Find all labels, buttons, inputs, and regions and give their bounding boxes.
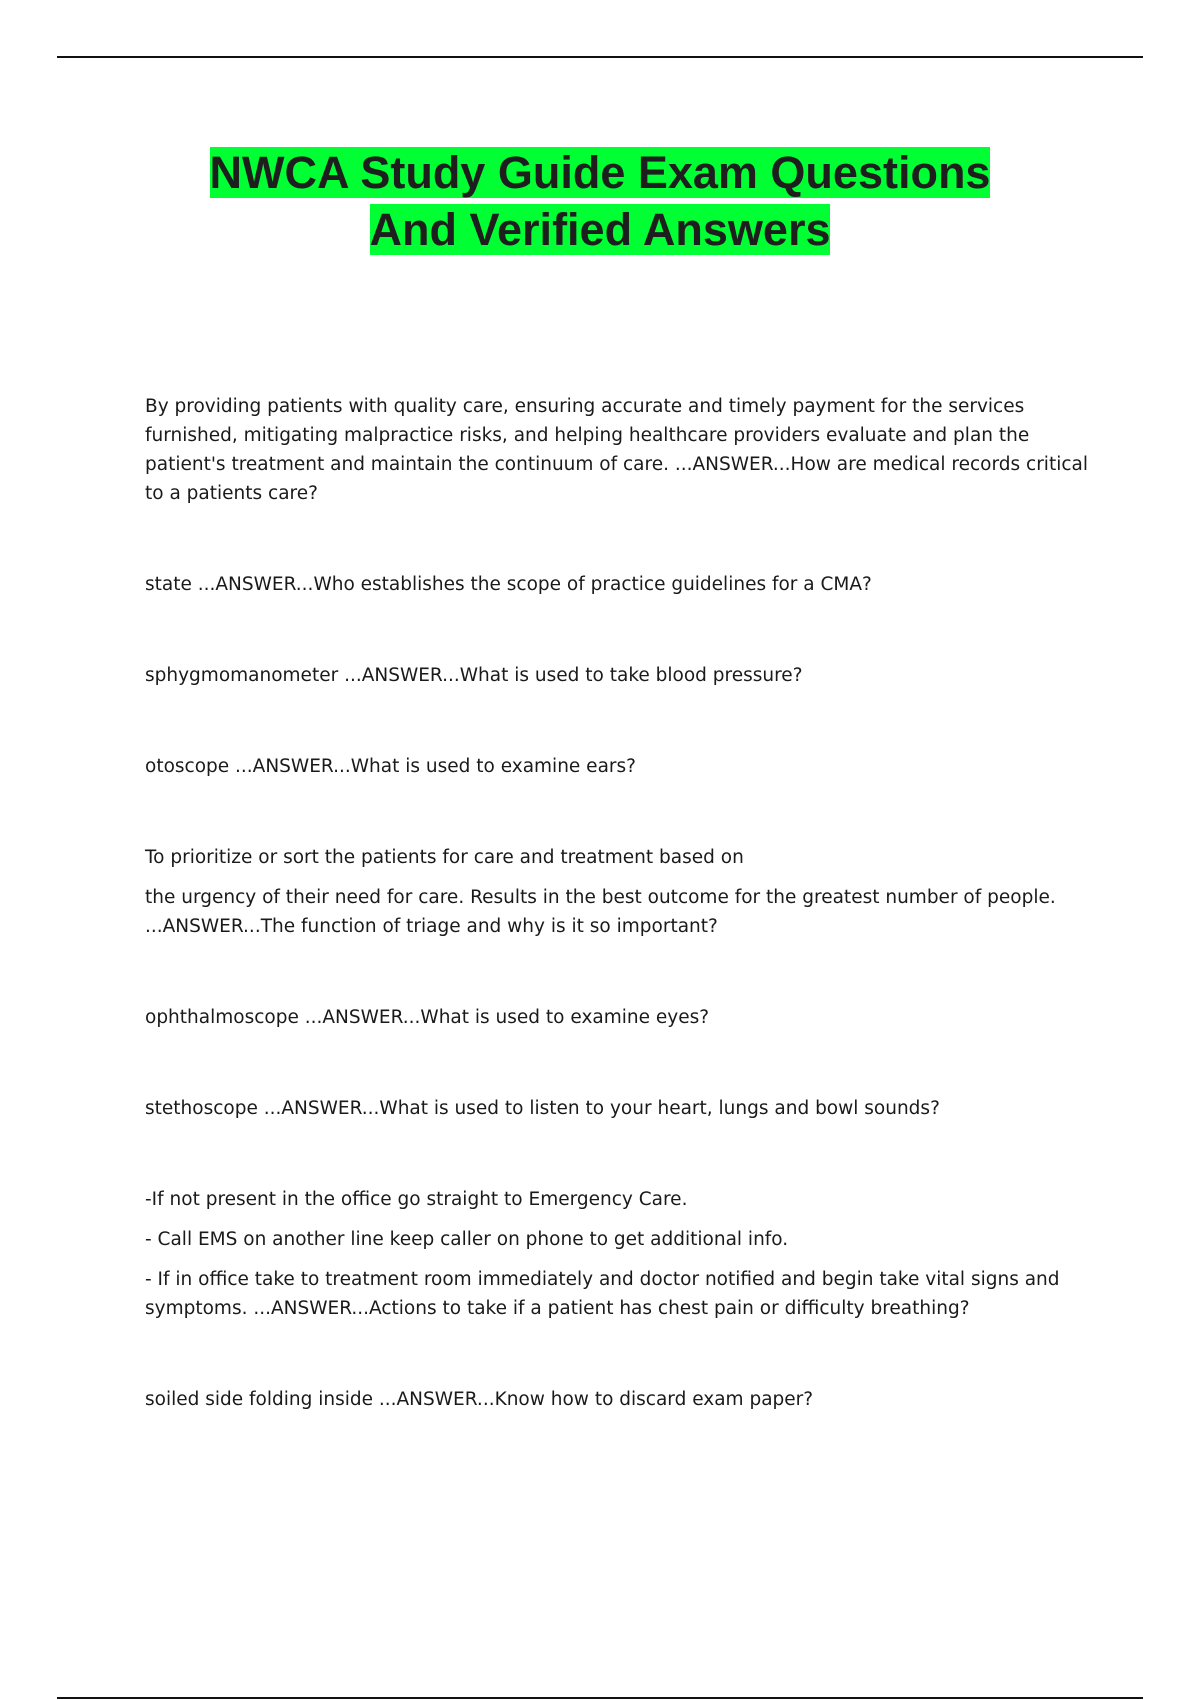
qa-item — [145, 752, 1105, 781]
qa-item — [145, 843, 1105, 941]
qa-list — [145, 392, 1105, 1476]
title-line-2: And Verified Answers — [369, 204, 831, 255]
qa-item — [145, 1385, 1105, 1414]
qa-text: soiled side folding inside ...ANSWER...Know how to discard exam paper? — [145, 1389, 814, 1410]
qa-item — [145, 661, 1105, 690]
qa-text: sphygmomanometer ...ANSWER...What is used to take blood pressure? — [145, 665, 803, 686]
footer-rule — [57, 1697, 1143, 1699]
title-line-1: NWCA Study Guide Exam Questions — [209, 147, 991, 198]
qa-text: By providing patients with quality care, ensuring accurate and timely payment for the services furnished, mitigating malpractice risks, and helping healthcare providers evaluate and plan the patient's treatment and maintain the continuum of care. ...ANSWER...How are medical records critical to a patients care? — [145, 396, 1088, 504]
header-rule — [57, 56, 1143, 58]
qa-text: To prioritize or sort the patients for care and treatment based on — [145, 847, 744, 868]
qa-text: ophthalmoscope ...ANSWER...What is used to examine eyes? — [145, 1007, 710, 1028]
qa-text: stethoscope ...ANSWER...What is used to listen to your heart, lungs and bowl sounds? — [145, 1098, 940, 1119]
qa-text: otoscope ...ANSWER...What is used to examine ears? — [145, 756, 636, 777]
qa-item — [145, 570, 1105, 599]
qa-item — [145, 1094, 1105, 1123]
qa-text: -If not present in the office go straight to Emergency Care. — [145, 1189, 688, 1210]
qa-item — [145, 1003, 1105, 1032]
qa-text: the urgency of their need for care. Results in the best outcome for the greatest number of people. ...ANSWER...The function of triage and why is it so important? — [145, 887, 1056, 937]
qa-item — [145, 392, 1105, 508]
title-block — [100, 144, 1100, 258]
qa-text: - If in office take to treatment room immediately and doctor notified and begin take vital signs and symptoms. ...ANSWER...Actions to take if a patient has chest pain or difficulty breathing? — [145, 1269, 1060, 1319]
document-title — [210, 147, 991, 255]
qa-text: - Call EMS on another line keep caller on phone to get additional info. — [145, 1229, 789, 1250]
qa-text: state ...ANSWER...Who establishes the scope of practice guidelines for a CMA? — [145, 574, 872, 595]
qa-item — [145, 1185, 1105, 1323]
